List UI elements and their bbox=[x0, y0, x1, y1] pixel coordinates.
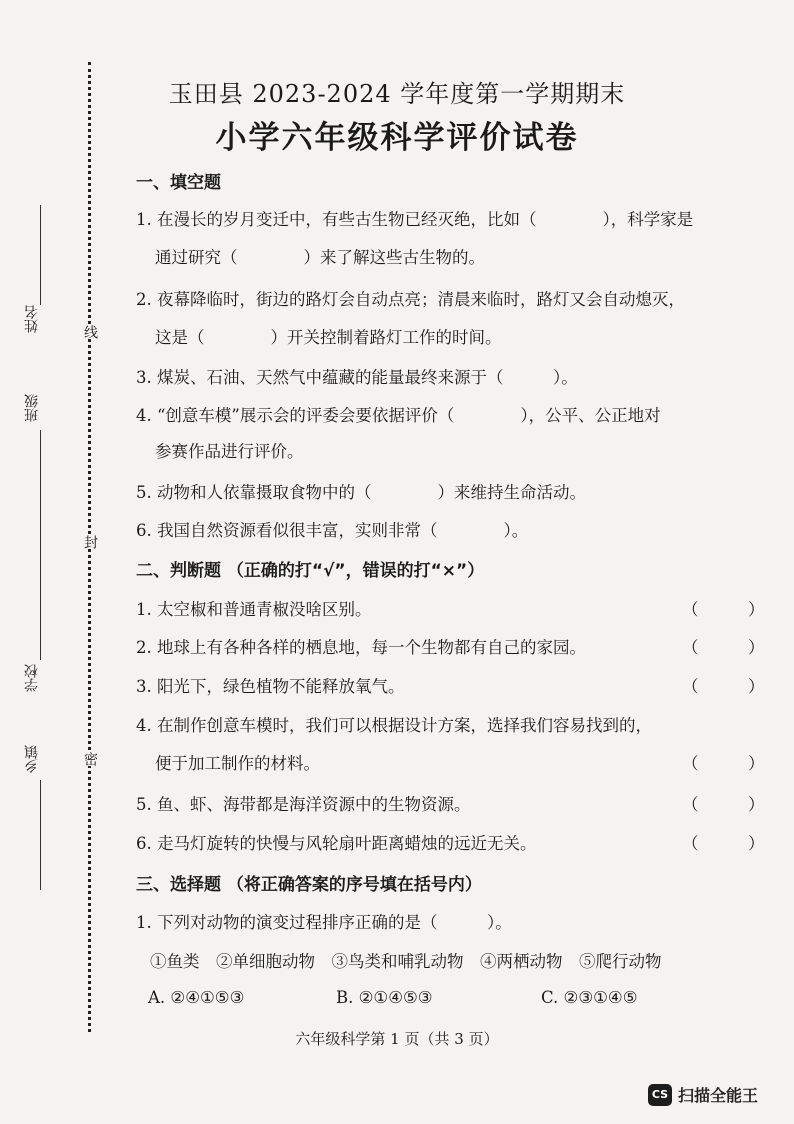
judge-q2: 2. 地球上有各种各样的栖息地，每一个生物都有自己的家园。 bbox=[136, 638, 586, 657]
fill-q1-cont: 通过研究（ ）来了解这些古生物的。 bbox=[155, 248, 485, 267]
fill-q4: 4. “创意车模”展示会的评委会要依据评价（ ），公平、公正地对 bbox=[136, 406, 661, 425]
fill-q6: 6. 我国自然资源看似很丰富，实则非常（ ）。 bbox=[136, 521, 529, 540]
fill-q3: 3. 煤炭、石油、天然气中蕴藏的能量最终来源于（ ）。 bbox=[136, 368, 578, 387]
fill-q2-cont: 这是（ ）开关控制着路灯工作的时间。 bbox=[155, 328, 502, 347]
town-label: 乡镇 bbox=[24, 745, 40, 773]
choice-q1-option-a: A. ②④①⑤③ bbox=[148, 988, 245, 1007]
camscanner-logo-icon: CS bbox=[648, 1084, 672, 1106]
name-label: 姓名 bbox=[24, 305, 40, 333]
choice-q1-option-b: B. ②①④⑤③ bbox=[336, 988, 433, 1007]
fill-q5: 5. 动物和人依靠摄取食物中的（ ）来维持生命活动。 bbox=[136, 483, 586, 502]
fill-q1: 1. 在漫长的岁月变迁中，有些古生物已经灭绝，比如（ ），科学家是 bbox=[136, 210, 694, 229]
choice-q1: 1. 下列对动物的演变过程排序正确的是（ ）。 bbox=[136, 913, 512, 932]
cut-mark-line: 线 bbox=[82, 325, 98, 339]
judge-q4-answer: （ ） bbox=[682, 754, 765, 773]
page-footer: 六年级科学第 1 页（共 3 页） bbox=[295, 1030, 499, 1048]
judge-q5: 5. 鱼、虾、海带都是海洋资源中的生物资源。 bbox=[136, 795, 471, 814]
judge-q3-answer: （ ） bbox=[682, 677, 765, 696]
class-underline bbox=[40, 430, 41, 580]
scanner-watermark bbox=[648, 1083, 758, 1106]
fill-q2: 2. 夜幕降临时，街边的路灯会自动点亮；清晨来临时，路灯又会自动熄灭， bbox=[136, 290, 685, 309]
cut-mark-seal: 封 bbox=[82, 535, 98, 549]
school-underline bbox=[40, 560, 41, 660]
name-underline bbox=[40, 205, 41, 305]
school-label: 学校 bbox=[24, 664, 40, 692]
section2-heading: 二、判断题 （正确的打“√”，错误的打“×”） bbox=[136, 561, 485, 581]
section1-heading: 一、填空题 bbox=[136, 173, 221, 193]
class-label: 班级 bbox=[24, 394, 40, 422]
choice-q1-option-c: C. ②③①④⑤ bbox=[541, 988, 638, 1007]
judge-q3: 3. 阳光下，绿色植物不能释放氧气。 bbox=[136, 677, 405, 696]
judge-q4: 4. 在制作创意车模时，我们可以根据设计方案，选择我们容易找到的， bbox=[136, 716, 652, 735]
judge-q2-answer: （ ） bbox=[682, 638, 765, 657]
fill-q4-cont: 参赛作品进行评价。 bbox=[155, 442, 304, 461]
exam-title-line2: 小学六年级科学评价试卷 bbox=[215, 120, 579, 156]
judge-q4-cont: 便于加工制作的材料。 bbox=[155, 754, 320, 773]
cut-mark-secret: 密 bbox=[82, 752, 98, 766]
judge-q6: 6. 走马灯旋转的快慢与风轮扇叶距离蜡烛的远近无关。 bbox=[136, 834, 537, 853]
judge-q1-answer: （ ） bbox=[682, 600, 765, 619]
judge-q6-answer: （ ） bbox=[682, 834, 765, 853]
judge-q5-answer: （ ） bbox=[682, 795, 765, 814]
camscanner-text: 扫描全能王 bbox=[678, 1086, 759, 1105]
judge-q1: 1. 太空椒和普通青椒没啥区别。 bbox=[136, 600, 372, 619]
section3-heading: 三、选择题 （将正确答案的序号填在括号内） bbox=[136, 875, 482, 895]
town-underline bbox=[40, 780, 41, 890]
exam-title-line1: 玉田县 2023-2024 学年度第一学期期末 bbox=[168, 80, 626, 108]
choice-q1-items: ①鱼类 ②单细胞动物 ③鸟类和哺乳动物 ④两栖动物 ⑤爬行动物 bbox=[150, 952, 662, 971]
